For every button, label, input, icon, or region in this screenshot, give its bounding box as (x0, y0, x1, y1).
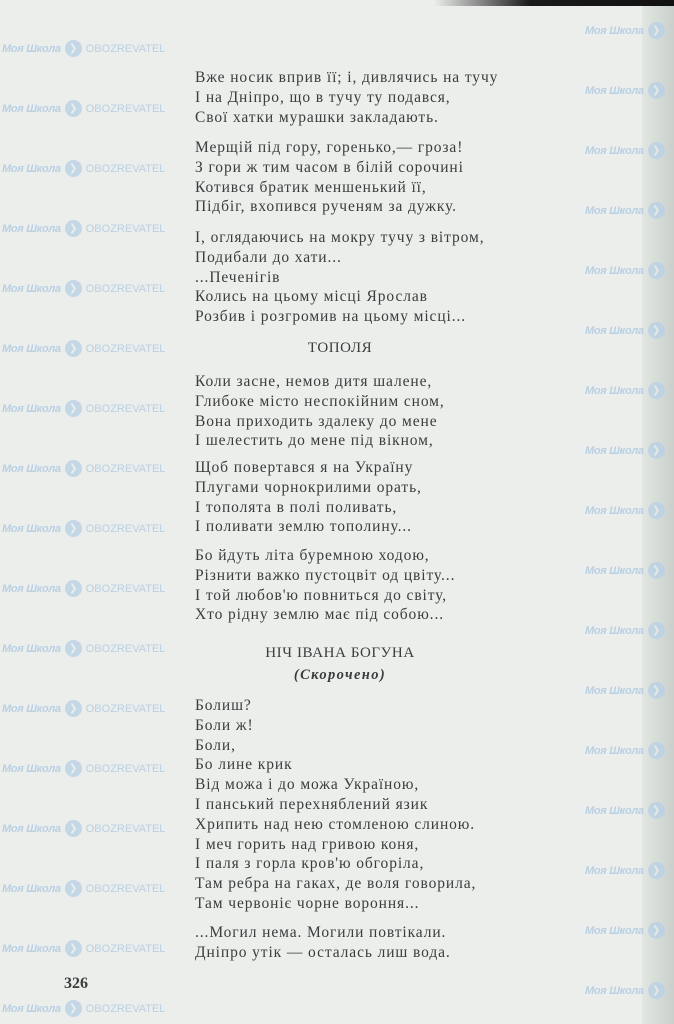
watermark-logo-icon: ❯ (648, 502, 665, 519)
watermark-brand: OBOZREVATEL (85, 582, 166, 595)
watermark-school: Моя Школа (585, 984, 644, 997)
watermark-school: Моя Школа (585, 744, 644, 757)
watermark (2, 820, 165, 837)
watermark-logo-icon: ❯ (648, 202, 665, 219)
scan-edge (434, 0, 674, 6)
watermark-school: Моя Школа (2, 702, 61, 715)
watermark-school: Моя Школа (2, 522, 61, 535)
verse-line: Боли, (195, 736, 236, 754)
watermark-school: Моя Школа (585, 444, 644, 457)
watermark-logo-icon: ❯ (648, 802, 665, 819)
watermark-logo-icon: ❯ (65, 640, 82, 657)
watermark-brand: OBOZREVATEL (85, 402, 166, 415)
watermark (2, 580, 165, 597)
watermark-school: Моя Школа (585, 324, 644, 337)
watermark-brand: OBOZREVATEL (85, 102, 166, 115)
verse-line: Котився братик меншенький її, (195, 178, 427, 196)
watermark-logo-icon: ❯ (648, 982, 665, 999)
watermark (2, 460, 165, 477)
watermark-brand: OBOZREVATEL (85, 642, 166, 655)
watermark-brand: OBOZREVATEL (85, 282, 166, 295)
watermark-brand: OBOZREVATEL (85, 42, 166, 55)
watermark-logo-icon: ❯ (648, 922, 665, 939)
watermark-school: Моя Школа (2, 1002, 61, 1015)
poem-subtitle: (Скорочено) (293, 667, 387, 683)
verse-line: Коли засне, немов дитя шалене, (195, 373, 433, 390)
watermark-logo-icon: ❯ (65, 580, 82, 597)
watermark-brand: OBOZREVATEL (85, 342, 166, 355)
verse-line: Хрипить над нею стомленою слиною. (195, 815, 476, 833)
watermark-logo-icon: ❯ (648, 742, 665, 759)
watermark-school: Моя Школа (2, 42, 61, 55)
verse-line: І поливати землю тополину... (195, 518, 412, 536)
watermark (2, 940, 165, 957)
verse-line: І той любов'ю повниться до світу, (195, 586, 448, 604)
watermark-school: Моя Школа (585, 84, 644, 97)
bohun-stanza-1 (195, 696, 476, 914)
watermark (2, 400, 165, 417)
watermark (2, 40, 165, 57)
verse-line: І на Дніпро, що в тучу ту подався, (195, 88, 451, 106)
watermark-logo-icon: ❯ (65, 220, 82, 237)
bohun-stanza-2 (195, 923, 451, 963)
watermark-school: Моя Школа (2, 102, 61, 115)
watermark-logo-icon: ❯ (648, 862, 665, 879)
watermark-school: Моя Школа (2, 402, 61, 415)
watermark-school: Моя Школа (585, 564, 644, 577)
verse-line: З гори ж тим часом в білій сорочині (195, 158, 464, 176)
watermark-school: Моя Школа (585, 684, 644, 697)
watermark-school: Моя Школа (2, 282, 61, 295)
topolia-stanza-2 (195, 458, 422, 537)
verse-line: Хто рідну землю має під собою... (195, 606, 444, 624)
watermark-school: Моя Школа (2, 222, 61, 235)
page-number: 326 (64, 975, 88, 992)
watermark-brand: OBOZREVATEL (85, 942, 166, 955)
watermark-school: Моя Школа (2, 942, 61, 955)
watermark (2, 760, 165, 777)
watermark-logo-icon: ❯ (648, 562, 665, 579)
watermark-logo-icon: ❯ (65, 700, 82, 717)
verse-line: Бо йдуть літа буремною ходою, (195, 547, 430, 564)
watermark-logo-icon: ❯ (648, 262, 665, 279)
watermark-school: Моя Школа (585, 24, 644, 37)
watermark-brand: OBOZREVATEL (85, 162, 166, 175)
watermark-logo-icon: ❯ (648, 382, 665, 399)
watermark (2, 220, 165, 237)
watermark-logo-icon: ❯ (648, 22, 665, 39)
watermark (2, 880, 165, 897)
watermark-brand: OBOZREVATEL (85, 462, 166, 475)
watermark-brand: OBOZREVATEL (85, 882, 166, 895)
watermark-school: Моя Школа (585, 204, 644, 217)
verse-line: Там червоніє чорне вороння... (195, 894, 420, 912)
watermark-logo-icon: ❯ (648, 622, 665, 639)
watermark-school: Моя Школа (2, 882, 61, 895)
watermark-logo-icon: ❯ (65, 100, 82, 117)
verse-line: Дніпро утік — осталась лиш вода. (195, 943, 451, 961)
verse-line: Там ребра на гаках, де воля говорила, (195, 875, 477, 893)
watermark (2, 160, 165, 177)
verse-line: І паля з горла кров'ю обгоріла, (195, 855, 425, 873)
watermark-school: Моя Школа (585, 144, 644, 157)
stanza-top-2 (195, 138, 464, 217)
watermark (2, 280, 165, 297)
watermark (2, 640, 165, 657)
watermark-logo-icon: ❯ (65, 760, 82, 777)
watermark (2, 100, 165, 117)
watermark (2, 1000, 165, 1017)
verse-line: Глибоке місто неспокійним сном, (195, 392, 445, 410)
verse-line: І тополята в полі поливать, (195, 498, 398, 516)
verse-line: Свої хатки мурашки закладають. (195, 108, 439, 126)
watermark-logo-icon: ❯ (65, 880, 82, 897)
watermark (2, 700, 165, 717)
watermark-brand: OBOZREVATEL (85, 1002, 166, 1015)
watermark-school: Моя Школа (585, 624, 644, 637)
watermark-logo-icon: ❯ (65, 940, 82, 957)
watermark-school: Моя Школа (2, 642, 61, 655)
verse-line: ...Могил нема. Могили повтікали. (195, 924, 447, 941)
verse-line: І, оглядаючись на мокру тучу з вітром, (195, 229, 485, 246)
watermark-school: Моя Школа (585, 804, 644, 817)
verse-line: Від можа і до можа Україною, (195, 776, 420, 794)
watermark-logo-icon: ❯ (648, 82, 665, 99)
poem-title-nich-ivana-bohuna: НІЧ ІВАНА БОГУНА (265, 645, 415, 661)
stanza-top-1 (195, 68, 498, 127)
verse-line: Вже носик вприв її; і, дивлячись на тучу (195, 69, 499, 86)
watermark-school: Моя Школа (585, 264, 644, 277)
watermark-logo-icon: ❯ (648, 682, 665, 699)
verse-line: Розбив і розгромив на цьому місці... (195, 308, 467, 326)
verse-line: Боли ж! (195, 716, 254, 734)
verse-line: ...Печенігів (195, 268, 281, 286)
watermark-brand: OBOZREVATEL (85, 522, 166, 535)
watermark-logo-icon: ❯ (648, 442, 665, 459)
verse-line: Подибали до хати... (195, 248, 342, 266)
watermark-brand: OBOZREVATEL (85, 762, 166, 775)
watermark (2, 520, 165, 537)
watermark-school: Моя Школа (2, 462, 61, 475)
watermark-logo-icon: ❯ (65, 1000, 82, 1017)
watermark-school: Моя Школа (585, 864, 644, 877)
verse-line: Колись на цьому місці Ярослав (195, 288, 428, 306)
verse-line: І панський перехняблений язик (195, 795, 429, 813)
verse-line: Різнити важко пустоцвіт од цвіту... (195, 566, 456, 584)
watermark-logo-icon: ❯ (648, 142, 665, 159)
watermark-logo-icon: ❯ (65, 340, 82, 357)
watermark-logo-icon: ❯ (65, 520, 82, 537)
watermark-school: Моя Школа (585, 924, 644, 937)
watermark-logo-icon: ❯ (65, 400, 82, 417)
verse-line: Плугами чорнокрилими орать, (195, 478, 422, 496)
watermark-logo-icon: ❯ (65, 160, 82, 177)
topolia-stanza-1 (195, 372, 445, 451)
watermark-brand: OBOZREVATEL (85, 822, 166, 835)
stanza-top-3 (195, 228, 485, 327)
watermark-logo-icon: ❯ (648, 322, 665, 339)
watermark-logo-icon: ❯ (65, 280, 82, 297)
watermark-brand: OBOZREVATEL (85, 222, 166, 235)
poem-title-topolia: ТОПОЛЯ (307, 340, 373, 356)
watermark-logo-icon: ❯ (65, 820, 82, 837)
verse-line: Щоб повертався я на Україну (195, 459, 414, 476)
watermark-school: Моя Школа (2, 162, 61, 175)
watermark-brand: OBOZREVATEL (85, 702, 166, 715)
verse-line: І меч горить над гривою коня, (195, 835, 420, 853)
verse-line: І шелестить до мене під вікном, (195, 432, 434, 450)
watermark-school: Моя Школа (585, 384, 644, 397)
watermark-logo-icon: ❯ (65, 40, 82, 57)
watermark-school: Моя Школа (2, 342, 61, 355)
verse-line: Вона приходить здалеку до мене (195, 412, 438, 430)
verse-line: Болиш? (195, 697, 252, 714)
watermark (2, 340, 165, 357)
watermark-school: Моя Школа (2, 822, 61, 835)
verse-line: Мерщій під гору, горенько,— гроза! (195, 139, 464, 156)
watermark-school: Моя Школа (2, 582, 61, 595)
verse-line: Підбіг, вхопився рученям за дужку. (195, 198, 457, 216)
watermark-school: Моя Школа (2, 762, 61, 775)
watermark-school: Моя Школа (585, 504, 644, 517)
verse-line: Бо лине крик (195, 756, 293, 774)
topolia-stanza-3 (195, 546, 455, 625)
watermark-logo-icon: ❯ (65, 460, 82, 477)
page-edge-shadow (642, 0, 674, 1024)
